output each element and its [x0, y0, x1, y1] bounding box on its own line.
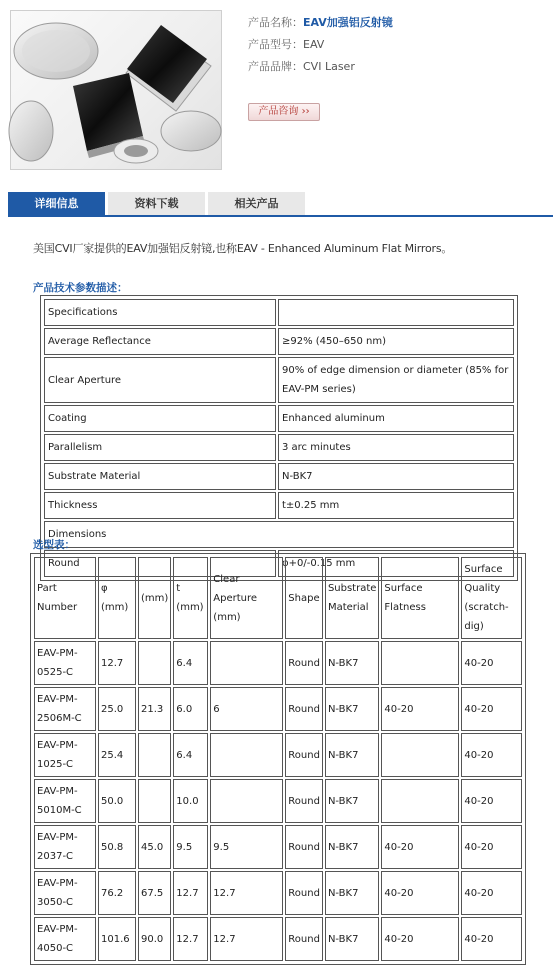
selection-cell: 45.0 — [138, 825, 171, 869]
spec-name: Substrate Material — [44, 463, 276, 490]
spec-row — [44, 463, 514, 490]
selection-header-row — [34, 557, 522, 639]
spec-row — [44, 405, 514, 432]
spec-row — [44, 357, 514, 403]
spec-value: 90% of edge dimension or diameter (85% for EAV-PM series) — [278, 357, 514, 403]
selection-cell: 50.8 — [98, 825, 136, 869]
spec-row — [44, 299, 514, 326]
selection-cell: N-BK7 — [325, 871, 379, 915]
selection-row — [34, 641, 522, 685]
tab-related-products[interactable]: 相关产品 — [208, 192, 305, 215]
selection-row — [34, 871, 522, 915]
part-number-cell: EAV-PM-4050-C — [34, 917, 96, 961]
selection-cell — [210, 733, 283, 777]
selection-cell: 40-20 — [381, 871, 459, 915]
selection-header-cell: Part Number — [34, 557, 96, 639]
selection-cell: Round — [285, 825, 323, 869]
spec-title: 产品技术参数描述： — [33, 282, 128, 294]
spec-name: Clear Aperture — [44, 357, 276, 403]
spec-row — [44, 521, 514, 548]
tab-details[interactable]: 详细信息 — [8, 192, 105, 215]
selection-cell: 10.0 — [173, 779, 208, 823]
selection-cell: Round — [285, 917, 323, 961]
selection-cell: 40-20 — [381, 687, 459, 731]
spec-value: 3 arc minutes — [278, 434, 514, 461]
selection-cell: 40-20 — [461, 917, 522, 961]
selection-cell: N-BK7 — [325, 917, 379, 961]
spec-name: Average Reflectance — [44, 328, 276, 355]
selection-cell: 25.4 — [98, 733, 136, 777]
selection-cell: N-BK7 — [325, 733, 379, 777]
selection-cell — [381, 733, 459, 777]
tab-downloads[interactable]: 资料下载 — [108, 192, 205, 215]
selection-row — [34, 917, 522, 961]
spec-name: Specifications — [44, 299, 276, 326]
selection-cell: 6.0 — [173, 687, 208, 731]
spec-name: Parallelism — [44, 434, 276, 461]
selection-cell: 9.5 — [210, 825, 283, 869]
spec-row — [44, 434, 514, 461]
spec-name: Coating — [44, 405, 276, 432]
spec-value: Enhanced aluminum — [278, 405, 514, 432]
selection-cell: 40-20 — [461, 641, 522, 685]
part-number-cell: EAV-PM-2506M-C — [34, 687, 96, 731]
product-model-label: 产品型号： — [248, 38, 303, 51]
spec-table — [40, 295, 518, 581]
consult-button[interactable]: 产品咨询 ›› — [248, 103, 320, 121]
product-info — [248, 12, 548, 78]
selection-cell — [138, 641, 171, 685]
selection-cell: 40-20 — [461, 733, 522, 777]
spec-value — [278, 299, 514, 326]
selection-cell: 40-20 — [461, 825, 522, 869]
spec-value: N-BK7 — [278, 463, 514, 490]
selection-row — [34, 779, 522, 823]
selection-cell: 12.7 — [173, 871, 208, 915]
selection-cell — [138, 779, 171, 823]
selection-cell: 12.7 — [210, 917, 283, 961]
selection-title: 选型表： — [33, 539, 75, 551]
selection-header-cell: Clear Aperture (mm) — [210, 557, 283, 639]
selection-cell: 76.2 — [98, 871, 136, 915]
product-brand-value: CVI Laser — [303, 60, 355, 73]
selection-row — [34, 825, 522, 869]
selection-cell: Round — [285, 687, 323, 731]
selection-header-cell: Shape — [285, 557, 323, 639]
selection-cell: N-BK7 — [325, 687, 379, 731]
spec-value: t±0.25 mm — [278, 492, 514, 519]
selection-header-cell: (mm) — [138, 557, 171, 639]
selection-cell: Round — [285, 779, 323, 823]
spec-value: ≥92% (450–650 nm) — [278, 328, 514, 355]
selection-header-cell: Surface Flatness — [381, 557, 459, 639]
selection-cell: N-BK7 — [325, 825, 379, 869]
selection-cell — [138, 733, 171, 777]
selection-cell: 50.0 — [98, 779, 136, 823]
selection-cell — [210, 779, 283, 823]
selection-cell: 40-20 — [381, 917, 459, 961]
selection-cell: 40-20 — [461, 687, 522, 731]
part-number-cell: EAV-PM-3050-C — [34, 871, 96, 915]
selection-cell: N-BK7 — [325, 641, 379, 685]
selection-cell: 6.4 — [173, 641, 208, 685]
spec-row — [44, 328, 514, 355]
selection-header-cell: Surface Quality (scratch-dig) — [461, 557, 522, 639]
mirror-image — [11, 11, 223, 171]
product-intro: 美国CVI厂家提供的EAV加强铝反射镜,也称EAV - Enhanced Aluminum Flat Mirrors。 — [33, 242, 453, 255]
selection-table — [30, 553, 526, 965]
selection-row — [34, 733, 522, 777]
selection-header-cell: t (mm) — [173, 557, 208, 639]
selection-cell: Round — [285, 733, 323, 777]
spec-name: Dimensions — [44, 521, 514, 548]
selection-cell: Round — [285, 871, 323, 915]
selection-cell: N-BK7 — [325, 779, 379, 823]
product-brand-label: 产品品牌： — [248, 60, 303, 73]
selection-cell: 12.7 — [98, 641, 136, 685]
part-number-cell: EAV-PM-1025-C — [34, 733, 96, 777]
selection-cell: 90.0 — [138, 917, 171, 961]
selection-row — [34, 687, 522, 731]
selection-header-cell: φ (mm) — [98, 557, 136, 639]
selection-cell: 6 — [210, 687, 283, 731]
product-name-label: 产品名称： — [248, 16, 303, 29]
selection-cell: 40-20 — [461, 779, 522, 823]
selection-header-cell: Substrate Material — [325, 557, 379, 639]
selection-cell — [381, 779, 459, 823]
selection-cell: 40-20 — [461, 871, 522, 915]
selection-cell: 6.4 — [173, 733, 208, 777]
selection-cell: Round — [285, 641, 323, 685]
selection-cell: 25.0 — [98, 687, 136, 731]
selection-cell: 9.5 — [173, 825, 208, 869]
selection-cell: 12.7 — [210, 871, 283, 915]
product-model-value: EAV — [303, 38, 325, 51]
spec-row — [44, 492, 514, 519]
tab-bar — [8, 192, 553, 217]
part-number-cell: EAV-PM-0525-C — [34, 641, 96, 685]
part-number-cell: EAV-PM-2037-C — [34, 825, 96, 869]
product-name-value: EAV加强铝反射镜 — [303, 16, 393, 29]
spec-name: Round — [44, 550, 276, 577]
selection-cell: 12.7 — [173, 917, 208, 961]
selection-cell — [210, 641, 283, 685]
product-model-row — [248, 34, 548, 56]
spec-value: φ+0/-0.15 mm — [278, 550, 514, 577]
spec-name: Thickness — [44, 492, 276, 519]
selection-cell: 21.3 — [138, 687, 171, 731]
product-name-row — [248, 12, 548, 34]
part-number-cell: EAV-PM-5010M-C — [34, 779, 96, 823]
selection-cell: 67.5 — [138, 871, 171, 915]
selection-cell — [381, 641, 459, 685]
product-brand-row — [248, 56, 548, 78]
product-image — [10, 10, 222, 170]
selection-cell: 101.6 — [98, 917, 136, 961]
selection-cell: 40-20 — [381, 825, 459, 869]
